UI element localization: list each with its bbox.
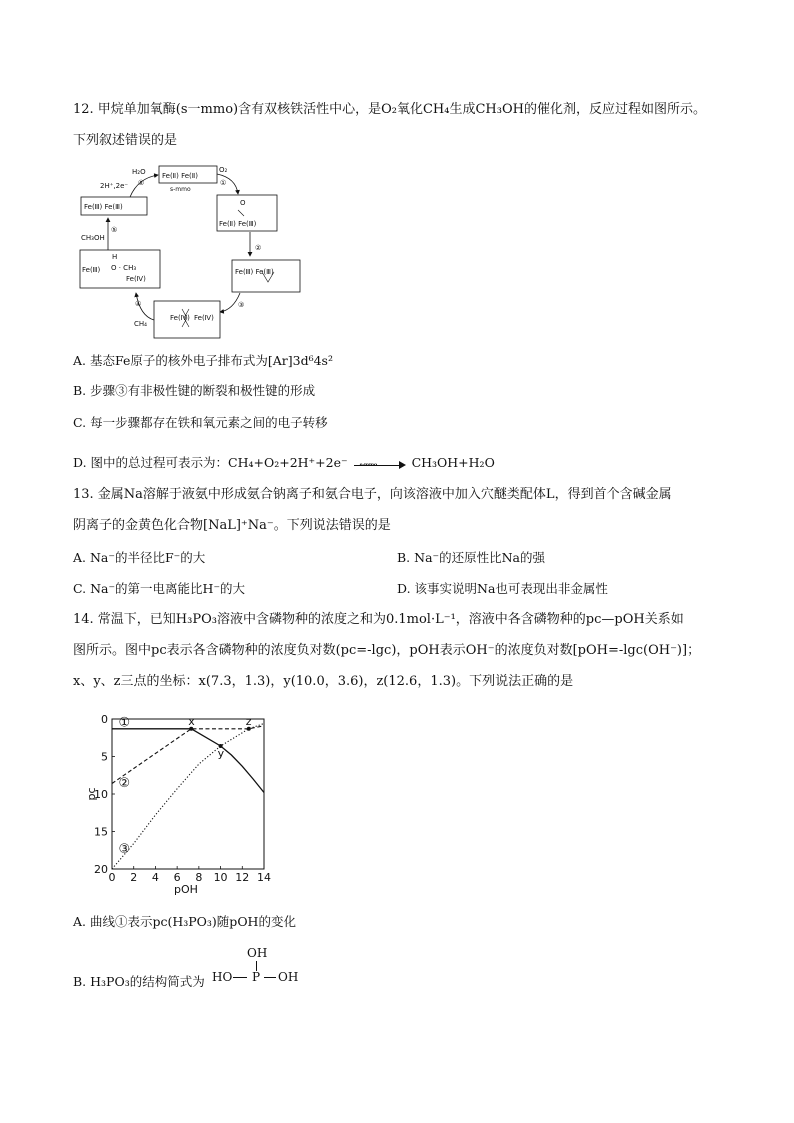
series-line-1 xyxy=(112,729,264,793)
y-tick-label: 5 xyxy=(101,750,108,764)
diagram-box4-ch3: O · CH₃ xyxy=(111,264,137,272)
diagram-reactants6: 2H⁺,2e⁻ xyxy=(100,182,129,190)
q12-option-c: C. 每一步骤都存在铁和氧元素之间的电子转移 xyxy=(73,415,328,430)
diagram-box3-left: Fe(Ⅳ) xyxy=(170,314,190,322)
diagram-box1-label: Fe(Ⅱ) Fe(Ⅲ) xyxy=(219,220,257,228)
y-axis-label: pc xyxy=(85,787,98,801)
x-tick-label: 2 xyxy=(130,871,138,884)
x-tick-label: 8 xyxy=(195,871,203,884)
q12-stem-line1: 12. 甲烷单加氧酶(s一mmo)含有双核铁活性中心，是O₂氧化CH₄生成CH₃OH的催化剂，反应过程如图所示。 xyxy=(73,102,706,117)
y-tick-label: 20 xyxy=(94,863,108,876)
q13-option-d: D. 该事实说明Na也可表现出非金属性 xyxy=(397,581,608,596)
reaction-arrow-label: s-mmo xyxy=(359,461,377,468)
diagram-h2o: H₂O xyxy=(132,168,146,176)
q13-option-b: B. Na⁻的还原性比Na的强 xyxy=(397,550,546,565)
diagram-box4-left: Fe(Ⅲ) xyxy=(82,266,101,274)
q13-stem-line1: 13. 金属Na溶解于液氨中形成氨合钠离子和氨合电子，向该溶液中加入穴醚类配体L，得到首个含碱金属 xyxy=(73,487,672,502)
diagram-box2-label: Fe(Ⅲ) Fe(Ⅲ) xyxy=(235,268,274,276)
x-tick-label: 14 xyxy=(257,871,271,884)
chart-frame xyxy=(112,719,264,869)
q12-option-d-prefix: D. 图中的总过程可表示为：CH₄+O₂+2H⁺+2e⁻ xyxy=(73,455,348,470)
diagram-step3: ③ xyxy=(238,301,245,309)
struct-oh-right: OH xyxy=(278,970,299,984)
diagram-step5: ⑤ xyxy=(111,226,118,234)
x-tick-label: 10 xyxy=(213,871,228,884)
x-tick-label: 12 xyxy=(235,871,250,884)
y-tick-label: 0 xyxy=(101,713,108,726)
struct-p: P xyxy=(252,970,261,984)
struct-oh-top: OH xyxy=(247,946,268,960)
series-line-2 xyxy=(112,726,264,784)
point-label-x: x xyxy=(188,714,195,728)
point-label-y: y xyxy=(217,747,225,760)
diagram-box1-o: O xyxy=(240,199,246,207)
diagram-o2: O₂ xyxy=(219,166,228,174)
q14-stem-line3: x、y、z三点的坐标：x(7.3，1.3)，y(10.0，3.6)，z(12.6，1.3)。下列说法正确的是 xyxy=(73,674,574,689)
diagram-step1: ① xyxy=(220,179,227,187)
x-tick-label: 0 xyxy=(108,871,116,884)
diagram-step6: ⑥ xyxy=(138,179,145,187)
q12-option-a: A. 基态Fe原子的核外电子排布式为[Ar]3d⁶4s² xyxy=(73,353,333,368)
series-line-3 xyxy=(112,724,264,870)
y-tick-label: 15 xyxy=(94,825,108,839)
diagram-box3-right: Fe(Ⅳ) xyxy=(194,314,214,322)
diagram-box2 xyxy=(232,260,300,292)
point-label-z: z xyxy=(245,714,252,728)
diagram-step2: ② xyxy=(255,244,262,252)
pc-poh-chart xyxy=(82,705,282,897)
series-label-1: ① xyxy=(118,715,131,731)
diagram-ch4: CH₄ xyxy=(134,320,147,328)
struct-ho: HO xyxy=(212,970,233,984)
series-label-3: ③ xyxy=(118,842,131,857)
q12-option-b: B. 步骤③有非极性键的断裂和极性键的形成 xyxy=(73,383,316,398)
x-tick-label: 6 xyxy=(173,871,181,884)
reaction-cycle-diagram xyxy=(78,160,308,342)
diagram-box5-label: Fe(Ⅲ) Fe(Ⅲ) xyxy=(84,203,123,211)
series-label-2: ② xyxy=(118,776,131,791)
q14-option-b: B. H₃PO₃的结构简式为 xyxy=(73,974,205,989)
q14-stem-line1: 14. 常温下，已知H₃PO₃溶液中含磷物种的浓度之和为0.1mol·L⁻¹，溶液中各含磷物种的pc—pOH关系如 xyxy=(73,612,684,627)
q14-stem-line2: 图所示。图中pc表示各含磷物种的浓度负对数(pc=-lgc)，pOH表示OH⁻的浓度负对数[pOH=-lgc(OH⁻)]； xyxy=(73,643,701,658)
q13-stem-line2: 阴离子的金黄色化合物[NaL]⁺Na⁻。下列说法错误的是 xyxy=(73,518,391,533)
y-tick-label: 10 xyxy=(94,788,108,801)
reaction-arrow xyxy=(354,459,406,469)
diagram-ch3oh: CH₃OH xyxy=(81,234,105,242)
q13-option-c: C. Na⁻的第一电离能比H⁻的大 xyxy=(73,581,246,596)
q12-option-d-suffix: CH₃OH+H₂O xyxy=(411,455,495,470)
h3po3-structure xyxy=(212,946,302,986)
diagram-box4-h: H xyxy=(112,253,118,261)
x-tick-label: 4 xyxy=(151,871,159,884)
q14-option-a: A. 曲线①表示pc(H₃PO₃)随pOH的变化 xyxy=(73,914,296,929)
x-axis-label: pOH xyxy=(174,883,198,896)
diagram-top-sub: s-mmo xyxy=(170,186,191,193)
q13-option-a: A. Na⁻的半径比F⁻的大 xyxy=(73,550,206,565)
diagram-top-box-label: Fe(Ⅱ) Fe(Ⅱ) xyxy=(162,172,198,180)
q12-option-d xyxy=(73,454,495,472)
diagram-step4: ④ xyxy=(135,300,142,308)
q12-stem-line2: 下列叙述错误的是 xyxy=(73,133,178,148)
diagram-box4-right: Fe(Ⅳ) xyxy=(126,275,146,283)
